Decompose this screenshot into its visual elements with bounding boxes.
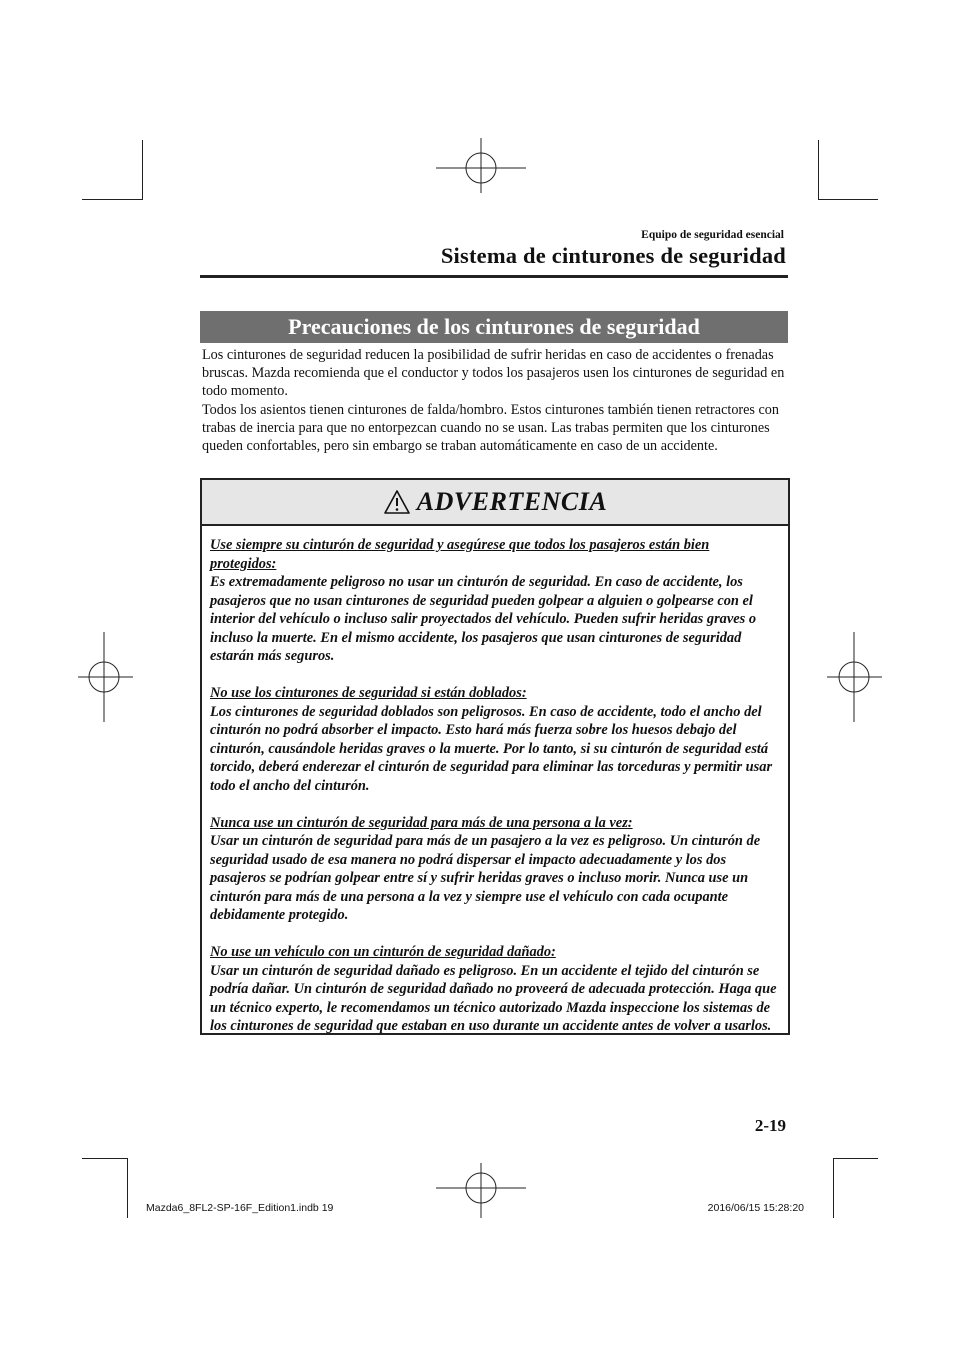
page-number: 2-19 bbox=[754, 1116, 786, 1135]
warning-item-heading: No use un vehículo con un cinturón de seguridad dañado: bbox=[210, 944, 556, 960]
footer-filename: Mazda6_8FL2-SP-16F_Edition1.indb 19 bbox=[146, 1202, 334, 1214]
warning-item-heading: Nunca use un cinturón de seguridad para más de una persona a la vez: bbox=[210, 814, 633, 831]
page-title: Sistema de cinturones de seguridad bbox=[440, 243, 786, 268]
warning-item bbox=[210, 814, 778, 925]
registration-mark-icon bbox=[827, 632, 882, 722]
warning-body bbox=[202, 526, 788, 1036]
intro-paragraph: Todos los asientos tienen cinturones de falda/hombro. Estos cinturones también tienen retractores con trabas de inercia para que no entorpezcan cuando no se usan. Las trabas permiten que los cinturones queden confortables, pero sin embargo se traban automáticamente en caso de un accidente. bbox=[202, 401, 779, 455]
footer-timestamp: 2016/06/15 15:28:20 bbox=[707, 1202, 804, 1214]
warning-item bbox=[210, 943, 778, 1036]
crop-mark bbox=[82, 1158, 127, 1159]
crop-mark bbox=[818, 199, 878, 200]
warning-item bbox=[210, 684, 778, 795]
warning-item-text: Es extremadamente peligroso no usar un cinturón de seguridad. En caso de accidente, los pasajeros que no usan cinturones de seguridad pueden golpear a alguien o golpearse con el interior del vehículo o incluso salir proyectados del vehículo. Pueden sufrir heridas graves o incluso la muerte. En el mismo accidente, los pasajeros que usan cinturones de seguridad estarán más seguros. bbox=[210, 574, 757, 664]
crop-mark bbox=[833, 1158, 878, 1159]
warning-item-heading: Use siempre su cinturón de seguridad y asegúrese que todos los pasajeros están bien protegidos: bbox=[210, 537, 710, 572]
section-heading: Precauciones de los cinturones de seguridad bbox=[200, 311, 788, 343]
registration-mark-icon bbox=[436, 1158, 526, 1218]
warning-title: ADVERTENCIA bbox=[416, 487, 608, 516]
intro-paragraph: Los cinturones de seguridad reducen la posibilidad de sufrir heridas en caso de accidentes o frenadas bruscas. Mazda recomienda que el conductor y todos los pasajeros usen los cinturones de seguridad en todo momento. bbox=[202, 347, 785, 400]
warning-triangle-icon bbox=[383, 489, 411, 515]
crop-mark bbox=[833, 1158, 834, 1218]
warning-item-text: Los cinturones de seguridad doblados son peligrosos. En caso de accidente, todo el ancho del cinturón no podrá absorber el impacto. Esto hará más fuerza sobre los huesos debajo del cinturón, causándole heridas graves o la muerte. Por lo tanto, si su cinturón de seguridad está torcido, deberá enderezar el cinturón de seguridad para eliminar las torceduras y permitir usar todo el ancho del cinturón. bbox=[210, 703, 773, 794]
warning-item-text: Usar un cinturón de seguridad para más de un pasajero a la vez es peligroso. Un cinturón de seguridad usado de esa manera no podrá dispersar el impacto adecuadamente y los dos pasajeros se podrían golpear entre sí y sufrir heridas graves o incluso morir. Nunca use un cinturón para más de una persona a la vez y siempre use el vehículo con cada ocupante debidamente protegido. bbox=[210, 833, 761, 923]
header-divider bbox=[200, 275, 788, 278]
warning-item-heading: No use los cinturones de seguridad si están doblados: bbox=[210, 685, 527, 701]
crop-mark bbox=[127, 1158, 128, 1218]
crop-mark bbox=[142, 140, 143, 200]
registration-mark-icon bbox=[436, 138, 526, 198]
crop-mark bbox=[82, 199, 142, 200]
intro-text bbox=[202, 346, 787, 455]
warning-item-text: Usar un cinturón de seguridad dañado es peligroso. En un accidente el tejido del cinturón se podría dañar. Un cinturón de seguridad dañado no proveerá de adecuada protección. Haga que un técnico experto, le recomendamos un técnico autorizado Mazda inspeccione los sistemas de los cinturones de seguridad que estaban en uso durante un accidente antes de volver a usarlos. bbox=[210, 962, 777, 1034]
crop-mark bbox=[818, 140, 819, 200]
warning-box bbox=[200, 478, 790, 1035]
warning-item bbox=[210, 536, 778, 666]
warning-header bbox=[202, 480, 788, 526]
registration-mark-icon bbox=[78, 632, 133, 722]
chapter-label: Equipo de seguridad esencial bbox=[641, 229, 784, 241]
